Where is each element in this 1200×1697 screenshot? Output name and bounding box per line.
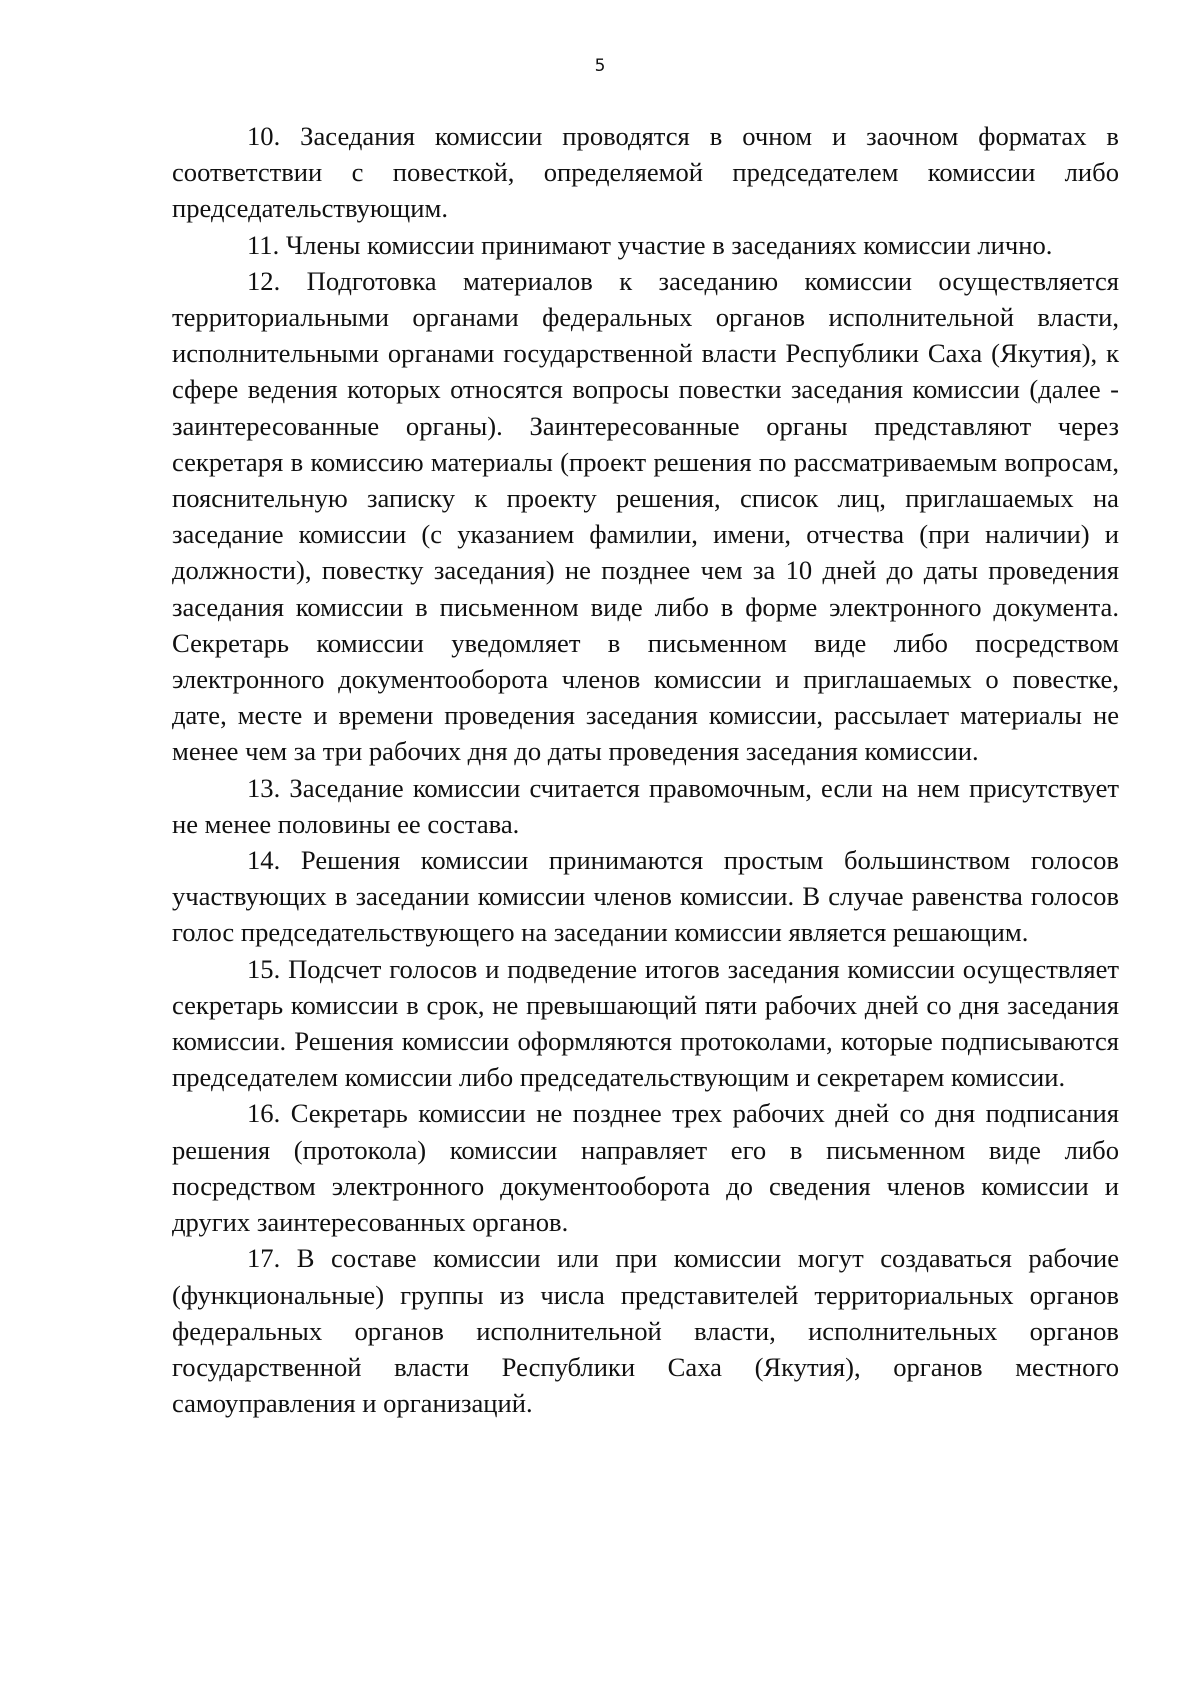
paragraph-14: 14. Решения комиссии принимаются простым большинством голосов участвующих в заседании комиссии членов комиссии. В случае равенства голосов голос председательствующего на заседании комиссии является решающим. bbox=[172, 845, 1119, 948]
paragraph-12: 12. Подготовка материалов к заседанию комиссии осуществляется территориальными органами федеральных органов исполнительной власти, исполнительными органами государственной власти Республики Саха (Якутия), к сфере ведения которых относятся вопросы повестки заседания комиссии (далее - заинтересованные органы). Заинтересованные органы представляют через секретаря в комиссию материалы (проект решения по рассматриваемым вопросам, пояснительную записку к проекту решения, список лиц, приглашаемых на заседание комиссии (с указанием фамилии, имени, отчества (при наличии) и должности), повестку заседания) не позднее чем за 10 дней до даты проведения заседания комиссии в письменном виде либо в форме электронного документа. Секретарь комиссии уведомляет в письменном виде либо посредством электронного документооборота членов комиссии и приглашаемых о повестке, дате, месте и времени проведения заседания комиссии, рассылает материалы не менее чем за три рабочих дня до даты проведения заседания комиссии. bbox=[172, 265, 1119, 767]
paragraph-16: 16. Секретарь комиссии не позднее трех рабочих дней со дня подписания решения (протокола) комиссии направляет его в письменном виде либо посредством электронного документооборота до сведения членов комиссии и других заинтересованных органов. bbox=[172, 1098, 1119, 1238]
page-number: 5 bbox=[594, 56, 606, 76]
paragraph-11: 11. Члены комиссии принимают участие в заседаниях комиссии лично. bbox=[247, 229, 1053, 260]
paragraph-13: 13. Заседание комиссии считается правомочным, если на нем присутствует не менее половины ее состава. bbox=[172, 772, 1119, 839]
paragraph-10: 10. Заседания комиссии проводятся в очном и заочном форматах в соответствии с повесткой, определяемой председателем комиссии либо председательствующим. bbox=[172, 121, 1119, 224]
paragraph-17: 17. В составе комиссии или при комиссии могут создаваться рабочие (функциональные) группы из числа представителей территориальных органов федеральных органов исполнительной власти, исполнительных органов государственной власти Республики Саха (Якутия), органов местного самоуправления и организаций. bbox=[172, 1243, 1119, 1419]
paragraph-15: 15. Подсчет голосов и подведение итогов заседания комиссии осуществляет секретарь комиссии в срок, не превышающий пяти рабочих дней со дня заседания комиссии. Решения комиссии оформляются протоколами, которые подписываются председателем комиссии либо председательствующим и секретарем комиссии. bbox=[172, 953, 1119, 1093]
document-body bbox=[172, 118, 1119, 1421]
